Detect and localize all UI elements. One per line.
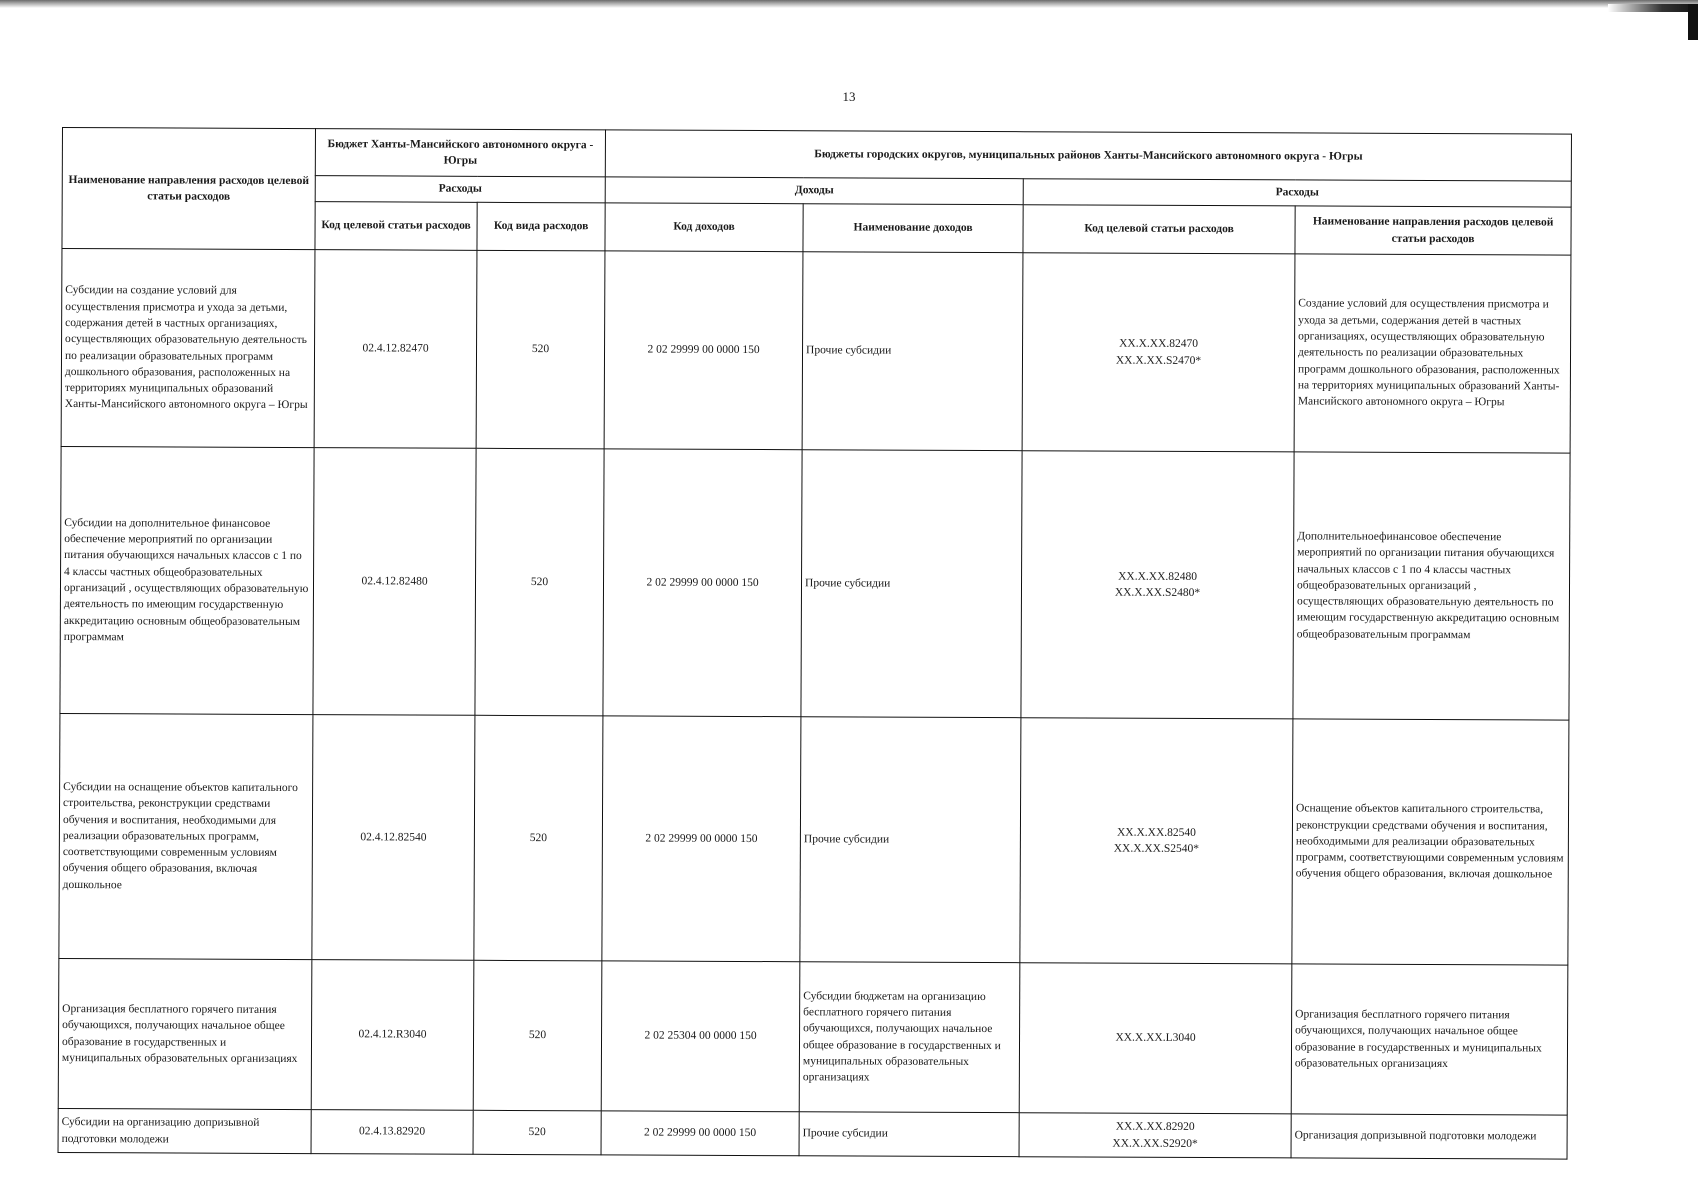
row-expense-type: 520 <box>476 250 605 449</box>
scan-corner-mark <box>1608 4 1698 12</box>
row-income-code: 2 02 29999 00 0000 150 <box>604 251 803 450</box>
row-income-code: 2 02 29999 00 0000 150 <box>603 449 802 717</box>
header-municipal-income: Доходы <box>605 177 1023 205</box>
row-expense-type: 520 <box>475 448 604 716</box>
row-mun-codes <box>1021 451 1294 719</box>
header-mun-target-code: Код целевой статьи расходов <box>1023 205 1295 254</box>
row-target-code: 02.4.12.R3040 <box>311 960 474 1111</box>
row-mun-direction: Организация бесплатного горячего питания обучающихся, получающих начальное общее образование в государственных и муниципальных образовательных организациях <box>1291 964 1568 1115</box>
table-row <box>58 1108 1567 1159</box>
row-mun-codes <box>1019 963 1292 1114</box>
header-expense-type: Код вида расходов <box>477 202 605 251</box>
mun-code: XX.X.XX.82480 <box>1118 570 1198 583</box>
row-mun-codes <box>1022 253 1295 452</box>
row-expense-type: 520 <box>473 960 602 1111</box>
mun-code: XX.X.XX.82920 <box>1115 1120 1195 1134</box>
table-row <box>58 958 1568 1115</box>
mun-code: XX.X.XX.S2480* <box>1114 586 1201 599</box>
row-mun-codes <box>1019 1113 1291 1158</box>
row-income-name: Прочие субсидии <box>799 1112 1019 1157</box>
row-income-name: Прочие субсидии <box>800 717 1021 963</box>
table-row <box>59 713 1569 965</box>
row-target-code: 02.4.12.82470 <box>314 250 477 449</box>
row-mun-direction: Дополнительноефинансовое обеспечение мероприятий по организации питания обучающихся начальных классов с 1 по 4 классы частных общеобразовательных организаций , осуществляющих образовательную деятельность по имеющим государственную аккредитацию основным общеобразовательным программам <box>1293 452 1570 720</box>
table-row <box>60 446 1570 720</box>
row-income-name: Прочие субсидии <box>802 252 1023 451</box>
row-income-code: 2 02 29999 00 0000 150 <box>601 1111 799 1156</box>
mun-code: XX.X.XX.S2920* <box>1112 1137 1198 1150</box>
row-income-code: 2 02 25304 00 0000 150 <box>601 961 800 1112</box>
header-income-name: Наименование доходов <box>803 204 1023 253</box>
row-name: Субсидии на организацию допризывной подготовки молодежи <box>58 1108 311 1153</box>
header-mun-direction: Наименование направления расходов целевой статьи расходов <box>1295 206 1571 255</box>
page-number: 13 <box>842 89 856 104</box>
header-okrug-expenses: Расходы <box>315 176 605 203</box>
header-income-code: Код доходов <box>605 203 803 252</box>
header-municipal-expenses: Расходы <box>1023 179 1571 207</box>
row-income-name: Прочие субсидии <box>801 450 1022 718</box>
row-name: Организация бесплатного горячего питания обучающихся, получающих начальное общее образование в государственных и муниципальных образовательных организациях <box>58 958 312 1109</box>
mun-code: XX.X.XX.S2470* <box>1115 354 1202 367</box>
row-mun-direction: Создание условий для осуществления присмотра и ухода за детьми, содержания детей в частных организациях, осуществляющих образовательную деятельность по реализации образовательных программ дошкольного образования, расположенных на территориях муниципальных образований Ханты-Мансийского автономного округа – Югры <box>1294 254 1571 453</box>
scan-corner-mark-vertical <box>1688 4 1698 40</box>
header-target-code: Код целевой статьи расходов <box>315 202 477 251</box>
row-expense-type: 520 <box>473 1110 601 1155</box>
header-name: Наименование направления расходов целевой статьи расходов <box>62 128 316 250</box>
row-name: Субсидии на дополнительное финансовое обеспечение мероприятий по организации питания обучающихся начальных классов с 1 по 4 классы частных общеобразовательных организаций , осуществляющих образовательную деятельность по имеющим государственную аккредитацию основным общеобразовательным программам <box>60 446 314 714</box>
row-name: Субсидии на оснащение объектов капитального строительства, реконструкции средствами обучения и воспитания, необходимыми для реализации образовательных программ, соответствующими современным условиям обучения общего образования, включая дошкольное <box>59 713 313 959</box>
row-expense-type: 520 <box>474 715 603 961</box>
row-name: Субсидии на создание условий для осуществления присмотра и ухода за детьми, содержания детей в частных организациях, осуществляющих образовательную деятельность по реализации образовательных программ дошкольного образования, расположенных на территориях муниципальных образований Ханты-Мансийского автономного округа – Югры <box>61 249 315 448</box>
header-okrug-budget: Бюджет Ханты-Мансийского автономного округа - Югры <box>315 129 605 177</box>
scan-top-edge <box>0 0 1698 8</box>
budget-table <box>58 127 1572 1160</box>
row-income-name: Субсидии бюджетам на организацию бесплатного горячего питания обучающихся, получающих начальное общее образование в государственных и муниципальных образовательных организациях <box>799 962 1020 1113</box>
table-row <box>61 249 1571 454</box>
mun-code: XX.X.XX.82470 <box>1119 337 1199 351</box>
mun-code: XX.X.XX.L3040 <box>1115 1031 1196 1045</box>
row-target-code: 02.4.12.82480 <box>313 448 476 716</box>
mun-code: XX.X.XX.82540 <box>1116 826 1196 839</box>
row-target-code: 02.4.12.82540 <box>312 715 475 961</box>
row-mun-direction: Организация допризывной подготовки молодежи <box>1291 1114 1567 1159</box>
row-mun-codes <box>1020 718 1293 964</box>
header-municipal-budgets: Бюджеты городских округов, муниципальных районов Ханты-Мансийского автономного округа - Югры <box>605 130 1571 181</box>
row-target-code: 02.4.13.82920 <box>311 1110 473 1155</box>
row-income-code: 2 02 29999 00 0000 150 <box>602 716 801 962</box>
row-mun-direction: Оснащение объектов капитального строительства, реконструкции средствами обучения и воспитания, необходимыми для реализации образовательных программ, соответствующими современным условиям обучения общего образования, включая дошкольное <box>1292 719 1569 965</box>
mun-code: XX.X.XX.S2540* <box>1113 842 1200 855</box>
